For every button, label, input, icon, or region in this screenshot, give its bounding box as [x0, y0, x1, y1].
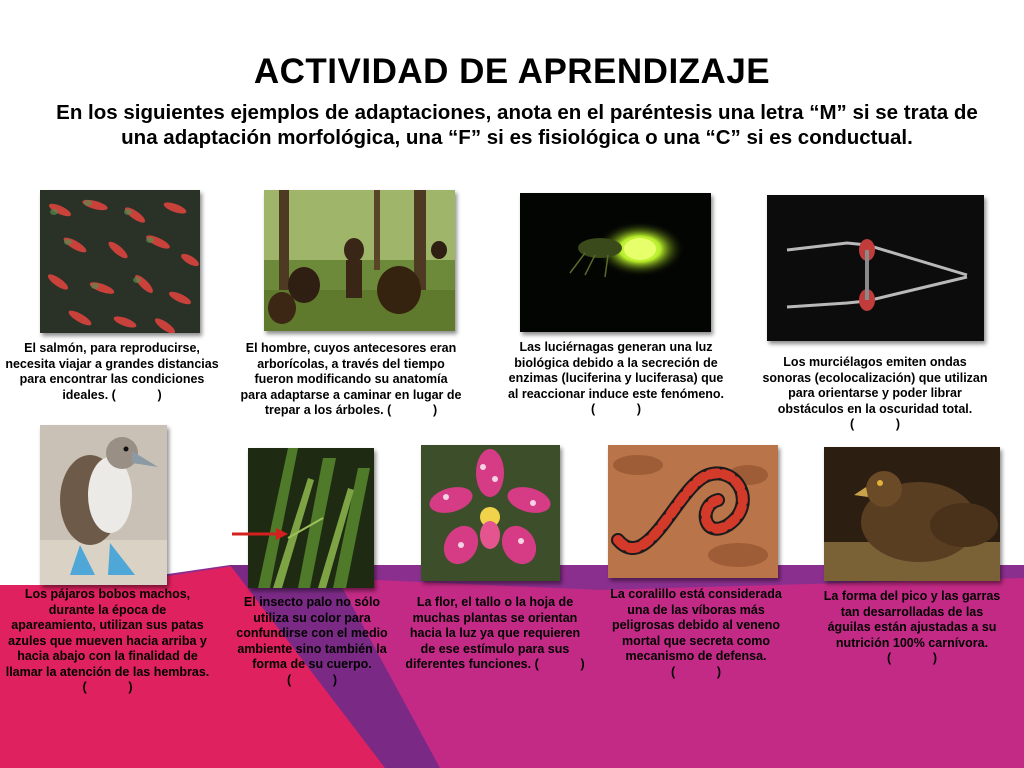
caption-text: La forma del pico y las garras tan desarrolladas de las águilas están ajustadas a su nutrición 100% carnívora.	[823, 589, 1001, 650]
caption-text: El salmón, para reproducirse, necesita viajar a grandes distancias para encontrar las condiciones ideales.	[5, 341, 219, 402]
answer-field[interactable]: ( )	[111, 387, 162, 402]
caption-hominid	[240, 341, 462, 419]
arrow-icon	[232, 527, 288, 541]
answer-field[interactable]: ( )	[287, 672, 337, 687]
answer-field[interactable]: ( )	[887, 651, 937, 665]
booby-photo	[40, 425, 167, 585]
caption-text: El insecto palo no sólo utiliza su color para confundirse con el medio ambiente sino también la forma de su cuerpo.	[236, 595, 388, 671]
stick-insect-photo	[248, 448, 374, 588]
salmon-photo	[40, 190, 200, 333]
page-title: ACTIVIDAD DE APRENDIZAJE	[253, 52, 771, 91]
caption-text: Los pájaros bobos machos, durante la época de apareamiento, utilizan sus patas azules que mueven hacia arriba y hacia abajo con la finalidad de llamar la atención de las hembras.	[5, 587, 210, 679]
caption-text: Las luciérnagas generan una luz biológica debido a la secreción de enzimas (luciferina y luciferasa) que al reaccionar induce este fenómeno.	[507, 340, 725, 401]
answer-field[interactable]: ( )	[671, 664, 721, 679]
eagle-photo	[824, 447, 1000, 581]
caption-eagle	[818, 589, 1006, 667]
firefly-photo	[520, 193, 711, 332]
caption-booby	[5, 587, 210, 696]
caption-stick-insect	[226, 595, 398, 688]
answer-field[interactable]: ( )	[387, 403, 438, 417]
orchid-photo	[421, 445, 560, 581]
answer-field[interactable]: ( )	[591, 402, 641, 416]
caption-salmon	[4, 341, 220, 403]
bat-photo	[767, 195, 984, 341]
caption-text: El hombre, cuyos antecesores eran arborícolas, a través del tiempo fueron modificando su anatomía para adaptarse a caminar en lugar de trepar a los árboles.	[240, 341, 462, 417]
answer-field[interactable]: ( )	[850, 417, 900, 431]
caption-text: Los murciélagos emiten ondas sonoras (ecolocalización) que utilizan para orientarse y poder librar obstáculos en la oscuridad total.	[762, 355, 988, 416]
hominid-photo	[264, 190, 455, 331]
caption-bat	[760, 355, 990, 433]
caption-coral-snake	[603, 587, 789, 680]
instructions: En los siguientes ejemplos de adaptaciones, anota en el paréntesis una letra “M” si se trata de una adaptación morfológica, una “F” si es fisiológica o una “C” si es conductual.	[56, 101, 978, 149]
caption-text: La flor, el tallo o la hoja de muchas plantas se orientan hacia la luz ya que requieren de ese estímulo para sus diferentes funciones.	[405, 595, 581, 671]
caption-firefly	[505, 340, 727, 418]
answer-field[interactable]: ( )	[82, 680, 133, 694]
coral-snake-photo	[608, 445, 778, 578]
caption-text: La coralillo está considerada una de las víboras más peligrosas debido al veneno mortal que secreta como mecanismo de defensa.	[610, 587, 782, 663]
answer-field[interactable]: ( )	[534, 657, 585, 671]
caption-orchid	[405, 595, 585, 673]
